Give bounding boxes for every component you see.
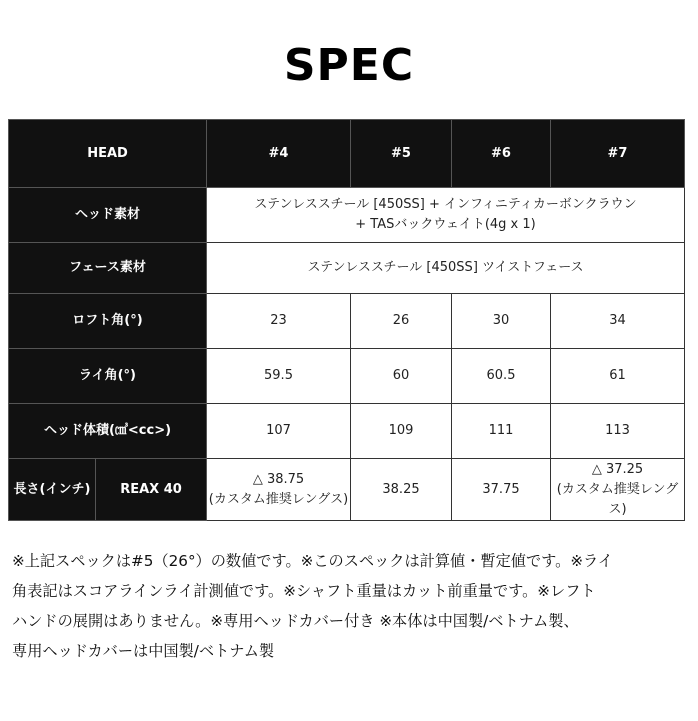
page-title: SPEC <box>283 40 415 91</box>
table-row-volume <box>9 404 685 459</box>
header-col-7: #7 <box>551 120 685 188</box>
table-row-face-material <box>9 243 685 294</box>
row-label-lie: ライ角(°) <box>9 349 207 404</box>
header-head-label: HEAD <box>9 120 207 188</box>
spec-notes <box>12 546 688 666</box>
face-material-value: ステンレススチール [450SS] ツイストフェース <box>207 243 685 294</box>
head-material-value <box>207 188 685 243</box>
header-col-4: #4 <box>207 120 351 188</box>
note-line: 専用ヘッドカバーは中国製/ベトナム製 <box>12 642 275 660</box>
loft-4: 23 <box>207 294 351 349</box>
spec-table <box>8 119 685 521</box>
length-4 <box>207 459 351 521</box>
length-6: 37.75 <box>452 459 551 521</box>
lie-4: 59.5 <box>207 349 351 404</box>
lie-7: 61 <box>551 349 685 404</box>
loft-7: 34 <box>551 294 685 349</box>
loft-6: 30 <box>452 294 551 349</box>
row-label-volume: ヘッド体積(㎤<cc>) <box>9 404 207 459</box>
row-label-loft: ロフト角(°) <box>9 294 207 349</box>
length-7-value: △ 37.25 <box>591 461 644 477</box>
note-line: ※上記スペックは#5（26°）の数値です。※このスペックは計算値・暫定値です。※ライ <box>12 552 613 570</box>
volume-4: 107 <box>207 404 351 459</box>
volume-7: 113 <box>551 404 685 459</box>
table-row-lie <box>9 349 685 404</box>
row-label-face-material: フェース素材 <box>9 243 207 294</box>
row-label-head-material: ヘッド素材 <box>9 188 207 243</box>
length-7 <box>551 459 685 521</box>
note-line: ハンドの展開はありません。※専用ヘッドカバー付き ※本体は中国製/ベトナム製、 <box>12 612 579 630</box>
volume-6: 111 <box>452 404 551 459</box>
table-row-header <box>9 120 685 188</box>
table-row-head-material <box>9 188 685 243</box>
table-row-loft <box>9 294 685 349</box>
volume-5: 109 <box>351 404 452 459</box>
header-col-5: #5 <box>351 120 452 188</box>
length-5: 38.25 <box>351 459 452 521</box>
row-label-length: 長さ(インチ) <box>9 459 96 521</box>
length-shaft-label: REAX 40 <box>96 459 207 521</box>
lie-6: 60.5 <box>452 349 551 404</box>
head-material-line2: + TASバックウェイト(4g x 1) <box>355 217 536 232</box>
loft-5: 26 <box>351 294 452 349</box>
length-4-value: △ 38.75 <box>252 471 305 487</box>
lie-5: 60 <box>351 349 452 404</box>
table-row-length <box>9 459 685 521</box>
header-col-6: #6 <box>452 120 551 188</box>
note-line: 角表記はスコアラインライ計測値です。※シャフト重量はカット前重量です。※レフト <box>12 582 596 600</box>
head-material-line1: ステンレススチール [450SS] + インフィニティカーボンクラウン <box>254 197 637 212</box>
length-4-note: (カスタム推奨レングス) <box>208 491 349 507</box>
length-7-note: (カスタム推奨レングス) <box>556 481 679 517</box>
